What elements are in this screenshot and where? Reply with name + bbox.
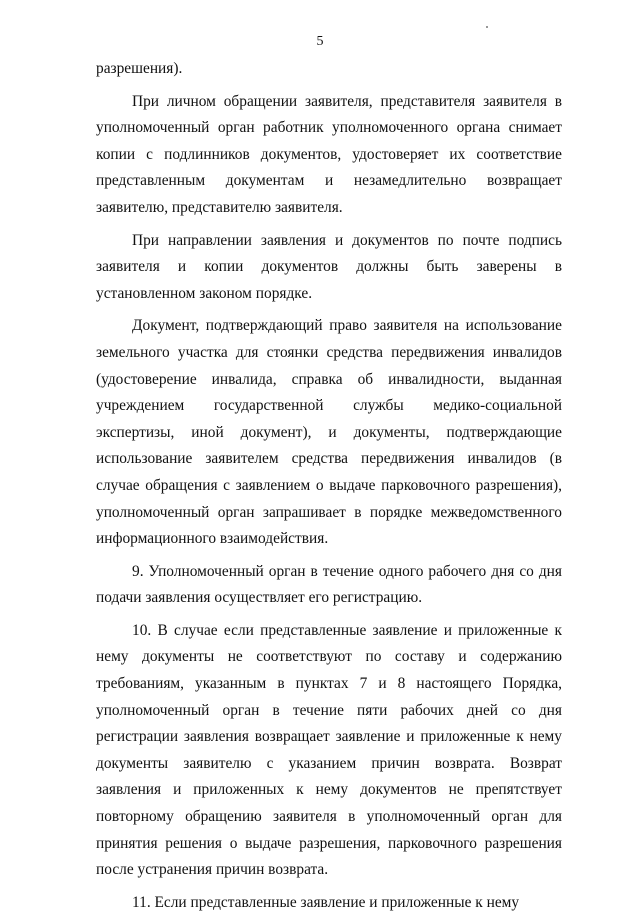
- paragraph-interagency-request: Документ, подтверждающий право заявителя на использование земельного участка для стоянки средства передвижения инвалидов (удостоверение инвалида, справка об инвалидности, выданная учреждением государственной службы медико-социальной экспертизы, иной документ), и документы, подтверждающие использование заявителем средства передвижения инвалидов (в случае обращения с заявлением о выдаче парковочного разрешения), уполномоченный орган запрашивает в порядке межведомственного информационного взаимодействия.: [96, 317, 562, 548]
- page-number: 5: [316, 34, 324, 49]
- scan-speck: [486, 26, 488, 28]
- paragraph-item-10: 10. В случае если представленные заявление и приложенные к нему документы не соответствуют по составу и содержанию требованиям, указанным в пунктах 7 и 8 настоящего Порядка, уполномоченный орган в течение пяти рабочих дней со дня регистрации заявления возвращает заявление и приложенные к нему документы заявителю с указанием причин возврата. Возврат заявления и приложенных к нему документов не препятствует повторному обращению заявителя в уполномоченный орган для принятия решения о выдаче разрешения, парковочного разрешения после устранения причин возврата.: [96, 621, 562, 879]
- paragraph-item-9: 9. Уполномоченный орган в течение одного рабочего дня со дня подачи заявления осуществляет его регистрацию.: [96, 562, 562, 607]
- document-body: [96, 56, 562, 922]
- paragraph-mail-submission: При направлении заявления и документов по почте подпись заявителя и копии документов должны быть заверены в установленном законом порядке.: [96, 231, 562, 302]
- paragraph-continuation: разрешения).: [96, 60, 183, 77]
- paragraph-personal-appeal: При личном обращении заявителя, представителя заявителя в уполномоченный орган работник уполномоченного органа снимает копии с подлинников документов, удостоверяет их соответствие представленным документам и незамедлительно возвращает заявителю, представителю заявителя.: [96, 92, 562, 216]
- paragraph-item-11: 11. Если представленные заявление и приложенные к нему: [132, 893, 520, 911]
